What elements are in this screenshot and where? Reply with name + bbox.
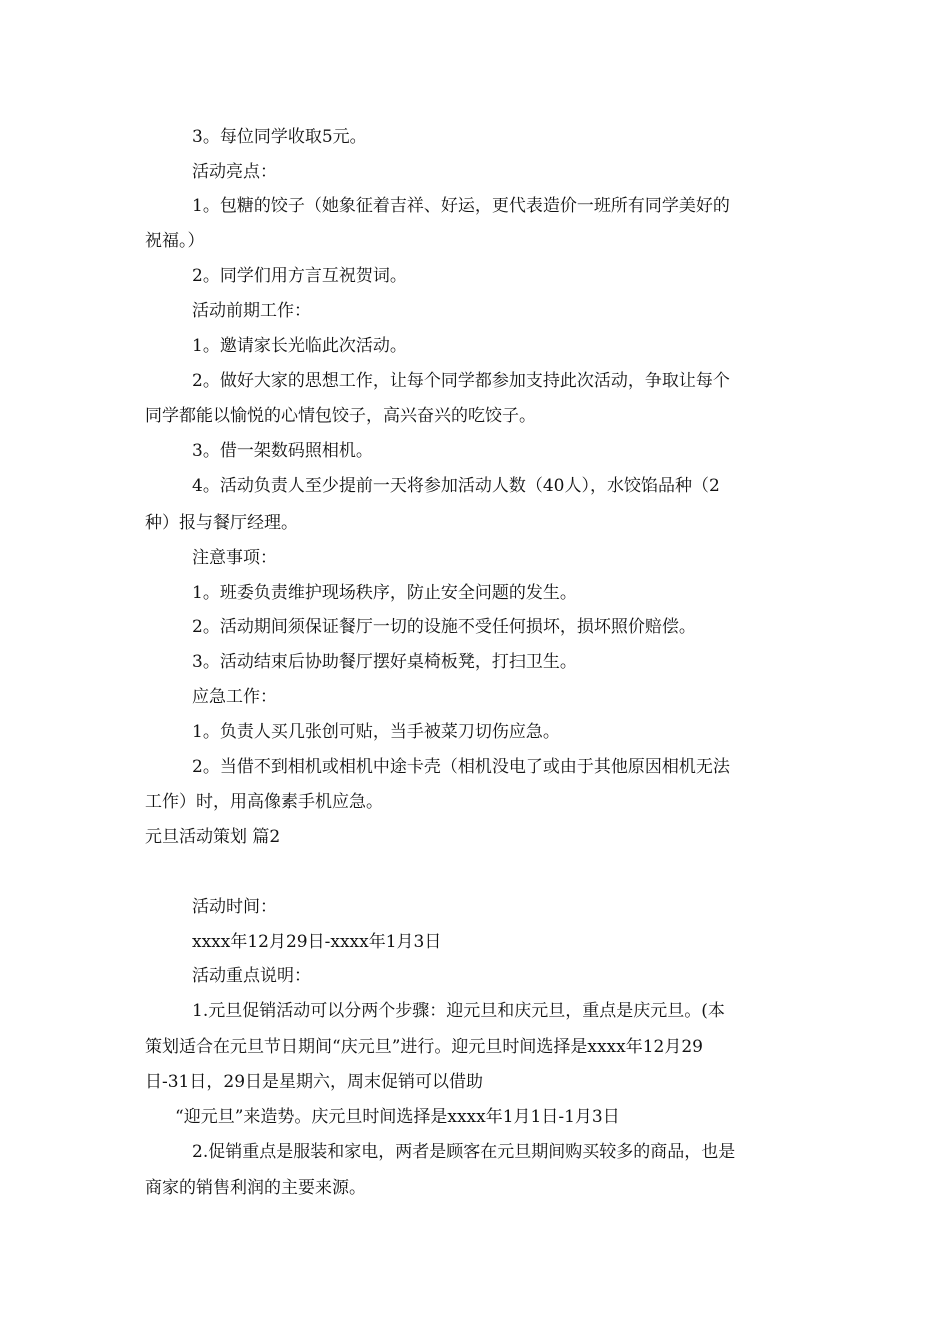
paragraph-line: 策划适合在元旦节日期间“庆元旦”进行。迎元旦时间选择是xxxx年12月29 — [145, 1037, 703, 1057]
section-heading: 注意事项： — [192, 548, 277, 568]
paragraph-line: xxxx年12月29日-xxxx年1月3日 — [192, 932, 442, 952]
paragraph-line: 2。活动期间须保证餐厅一切的设施不受任何损坏，损坏照价赔偿。 — [192, 617, 696, 637]
paragraph-line: 1。班委负责维护现场秩序，防止安全问题的发生。 — [192, 583, 577, 603]
paragraph-line: 2。做好大家的思想工作，让每个同学都参加支持此次活动，争取让每个 — [192, 371, 730, 391]
paragraph-line: 1。负责人买几张创可贴，当手被菜刀切伤应急。 — [192, 722, 560, 742]
section-heading: 活动重点说明： — [192, 966, 311, 986]
paragraph-line: 1.元旦促销活动可以分两个步骤：迎元旦和庆元旦，重点是庆元旦。(本 — [192, 1001, 725, 1021]
paragraph-line: 同学都能以愉悦的心情包饺子，高兴奋兴的吃饺子。 — [145, 406, 536, 426]
paragraph-line: 日-31日，29日是星期六，周末促销可以借助 — [145, 1072, 484, 1092]
paragraph-line: 2.促销重点是服装和家电，两者是顾客在元旦期间购买较多的商品，也是 — [192, 1142, 736, 1162]
paragraph-line: 3。借一架数码照相机。 — [192, 441, 373, 461]
section-heading: 活动亮点： — [192, 162, 277, 182]
paragraph-line: 商家的销售利润的主要来源。 — [145, 1178, 366, 1198]
paragraph-line: 1。包糖的饺子（她象征着吉祥、好运，更代表造价一班所有同学美好的 — [192, 196, 730, 216]
paragraph-line: 2。当借不到相机或相机中途卡壳（相机没电了或由于其他原因相机无法 — [192, 757, 730, 777]
paragraph-line: 祝福。） — [145, 231, 205, 251]
paragraph-line: 工作）时，用高像素手机应急。 — [145, 792, 383, 812]
paragraph-line: 3。每位同学收取5元。 — [192, 127, 367, 147]
paragraph-line: 1。邀请家长光临此次活动。 — [192, 336, 407, 356]
paragraph-line: 4。活动负责人至少提前一天将参加活动人数（40人），水饺馅品种（2 — [192, 476, 720, 496]
paragraph-line: “迎元旦”来造势。庆元旦时间选择是xxxx年1月1日-1月3日 — [175, 1107, 620, 1127]
section-heading: 活动前期工作： — [192, 301, 311, 321]
section-heading: 活动时间： — [192, 897, 277, 917]
article-title: 元旦活动策划 篇2 — [145, 827, 281, 847]
paragraph-line: 2。同学们用方言互祝贺词。 — [192, 266, 407, 286]
section-heading: 应急工作： — [192, 687, 277, 707]
paragraph-line: 种）报与餐厅经理。 — [145, 513, 298, 533]
paragraph-line: 3。活动结束后协助餐厅摆好桌椅板凳，打扫卫生。 — [192, 652, 577, 672]
